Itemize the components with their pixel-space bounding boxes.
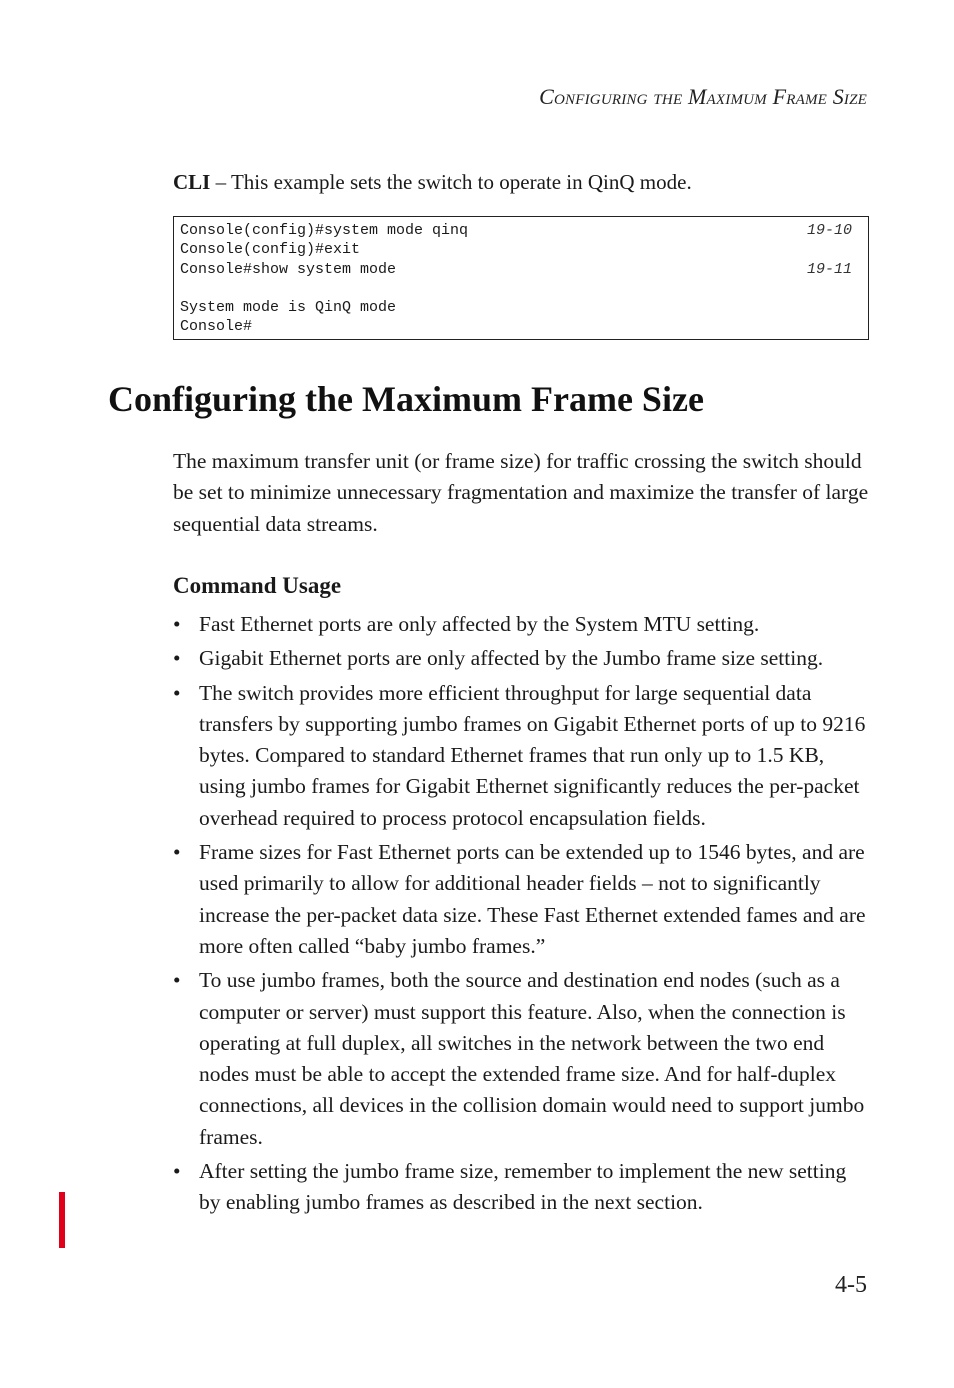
code-line <box>180 317 852 336</box>
code-line <box>180 298 852 317</box>
bullet-icon: • <box>173 646 181 671</box>
list-item <box>173 1156 873 1219</box>
code-command: Console(config)#system mode qinq <box>180 222 469 239</box>
bullet-icon: • <box>173 680 181 705</box>
list-item <box>173 837 873 962</box>
bullet-icon: • <box>173 1159 181 1184</box>
code-command: Console#show system mode <box>180 260 397 278</box>
code-line <box>180 279 852 298</box>
running-header: Configuring the Maximum Frame Size <box>539 84 867 109</box>
list-item <box>173 678 873 834</box>
cli-label: CLI <box>173 170 211 194</box>
command-usage-list <box>173 609 873 1222</box>
code-line <box>180 240 852 259</box>
bullet-icon: • <box>173 612 181 636</box>
section-title: Configuring the Maximum Frame Size <box>108 379 704 419</box>
code-command: System mode is QinQ mode <box>180 299 397 317</box>
intro-paragraph: The maximum transfer unit (or frame size) for traffic crossing the switch should be set to minimize unnecessary fragmentation and maximize the transfer of large sequential data streams. <box>173 449 869 536</box>
list-item <box>173 643 873 674</box>
command-usage-heading: Command Usage <box>173 573 342 598</box>
list-item-text: To use jumbo frames, both the source and destination end nodes (such as a computer or server) must support this feature. Also, when the connection is operating at full duplex, all switches in the network between the two end nodes must be able to accept the extended frame size. And for half-duplex connections, all devices in the collision domain would need to support jumbo frames. <box>199 968 865 1149</box>
list-item-text: The switch provides more efficient throughput for large sequential data transfers by supporting jumbo frames on Gigabit Ethernet ports of up to 9216 bytes. Compared to standard Ethernet frames that run only up to 1.5 KB, using jumbo frames for Gigabit Ethernet significantly reduces the per-packet overhead required to process protocol encapsulation fields. <box>199 680 866 830</box>
list-item-text: Gigabit Ethernet ports are only affected by the Jumbo frame size setting. <box>199 646 824 671</box>
cli-intro <box>173 168 873 196</box>
cli-intro-text: – This example sets the switch to operate in QinQ mode. <box>210 170 692 194</box>
list-item-text: Fast Ethernet ports are only affected by the System MTU setting. <box>199 612 760 636</box>
list-item <box>173 609 873 640</box>
code-reference: 19-11 <box>806 260 852 278</box>
code-block <box>173 216 869 340</box>
list-item-text: After setting the jumbo frame size, remember to implement the new setting by enabling jumbo frames as described in the next section. <box>199 1159 847 1215</box>
code-line <box>180 221 852 240</box>
list-item-text: Frame sizes for Fast Ethernet ports can be extended up to 1546 bytes, and are used primarily to allow for additional header fields – not to significantly increase the per-packet data size. These Fast Ethernet extended fames and are more often called “baby jumbo frames.” <box>199 840 866 958</box>
bullet-icon: • <box>173 840 181 865</box>
list-item <box>173 965 873 1153</box>
code-command: Console(config)#exit <box>180 241 361 259</box>
bullet-icon: • <box>173 968 181 993</box>
page-number: 4-5 <box>835 1272 867 1298</box>
code-line <box>180 260 852 279</box>
code-command: Console# <box>180 318 253 336</box>
revision-change-bar <box>59 1192 65 1248</box>
code-reference: 19-10 <box>806 222 852 239</box>
